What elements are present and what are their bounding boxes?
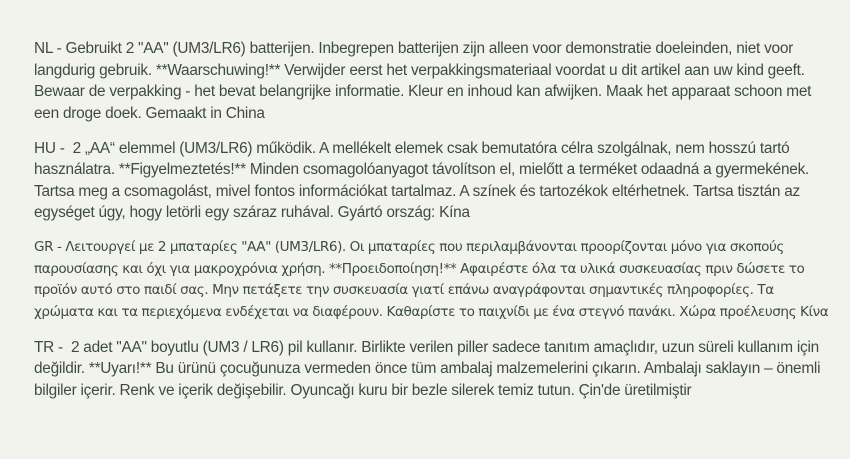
paragraph-tr: TR - 2 adet "AA" boyutlu (UM3 / LR6) pil kullanır. Birlikte verilen piller sadece tanıtım amaçlıdır, uzun süreli kullanım için değildir. **Uyarı!** Bu ürünü çocuğunuza vermeden önce tüm ambalaj malzemelerini çıkarın. Ambalajı saklayın – önemli bilgiler içerir. Renk ve içerik değişebilir. Oyuncağı kuru bir bezle silerek temiz tutun. Çin'de üretilmiştir <box>34 338 825 399</box>
multilingual-notice <box>34 38 830 415</box>
paragraph-hu: HU - 2 „AA“ elemmel (UM3/LR6) működik. A mellékelt elemek csak bemutatóra célra szolgálnak, nem hosszú tartó használatra. **Figyelmeztetés!** Minden csomagolóanyagot távolítson el, mielőtt a terméket odaadná a gyermekének. Tartsa meg a csomagolást, mivel fontos információkat tartalmaz. A színek és tartozékok eltérhetnek. Tartsa tisztán az egységet úgy, hogy letörli egy száraz ruhával. Gyártó ország: Kína <box>34 139 813 221</box>
paragraph-nl: NL - Gebruikt 2 "AA" (UM3/LR6) batterijen. Inbegrepen batterijen zijn alleen voor demonstratie doeleinden, niet voor langdurig gebruik. **Waarschuwing!** Verwijder eerst het verpakkingsmateriaal voordat u dit artikel aan uw kind geeft. Bewaar de verpakking - het bevat belangrijke informatie. Kleur en inhoud kan afwijken. Maak het apparaat schoon met een droge doek. Gemaakt in China <box>34 40 816 122</box>
paragraph-gr: GR - Λειτουργεί με 2 μπαταρίες "AA" (UM3/LR6). Οι μπαταρίες που περιλαμβάνονται προορίζονται μόνο για σκοπούς παρουσίασης και όχι για μακροχρόνια χρήση. **Προειδοποίηση!** Αφαιρέστε όλα τα υλικά συσκευασίας πριν δώσετε το προϊόν αυτό στο παιδί σας. Μην πετάξετε την συσκευασία γιατί επάνω αναγράφονται σημαντικές πληροφορίες. Τα χρώματα και τα περιεχόμενα ενδέχεται να διαφέρουν. Καθαρίστε το παιχνίδι με ένα στεγνό πανάκι. Χώρα προέλευσης Κίνα <box>34 239 829 320</box>
